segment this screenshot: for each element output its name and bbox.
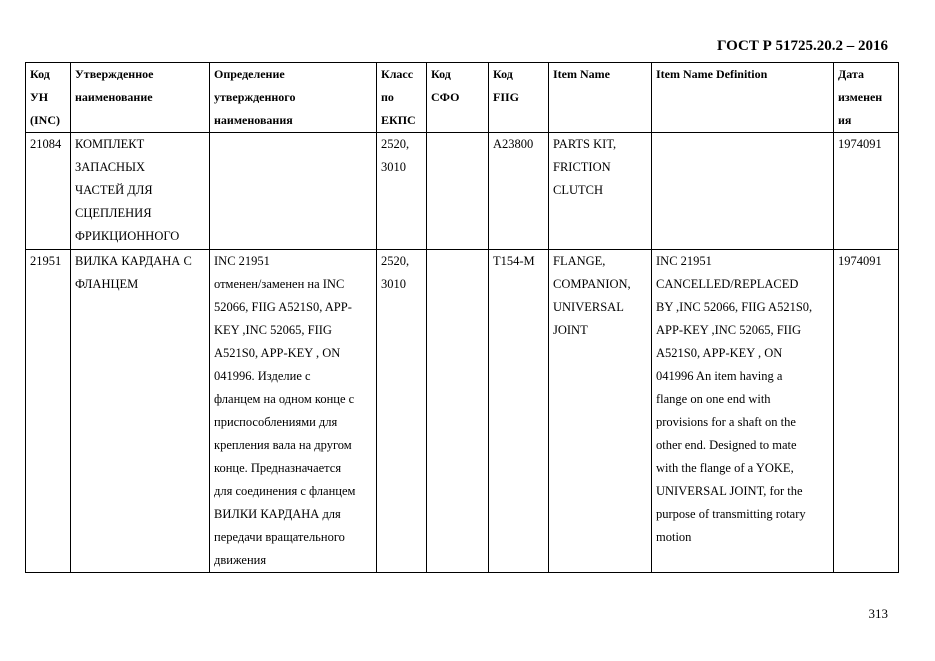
cell-approved-name: КОМПЛЕКТ ЗАПАСНЫХ ЧАСТЕЙ ДЛЯ СЦЕПЛЕНИЯ ФРИКЦИОННОГО bbox=[71, 133, 210, 250]
cell-item-definition bbox=[652, 133, 834, 250]
col-header-date: Дата изменен ия bbox=[834, 63, 899, 133]
document-standard-header: ГОСТ Р 51725.20.2 – 2016 bbox=[716, 38, 888, 54]
cell-inc: 21084 bbox=[26, 133, 71, 250]
cell-item-name: FLANGE, COMPANION, UNIVERSAL JOINT bbox=[549, 250, 652, 573]
col-header-inc: Код УН (INC) bbox=[26, 63, 71, 133]
cell-class: 2520, 3010 bbox=[377, 250, 427, 573]
cell-date: 1974091 bbox=[834, 133, 899, 250]
cell-item-definition: INC 21951 CANCELLED/REPLACED BY ,INC 52066, FIIG A521S0, APP-KEY ,INC 52065, FIIG A521S0, APP-KEY , ON 041996 An item having a flange on one end with provisions for a shaft on the other end. Designed to mate with the flange of a YOKE, UNIVERSAL JOINT, for the purpose of transmitting rotary motion bbox=[652, 250, 834, 573]
cell-fiig: A23800 bbox=[489, 133, 549, 250]
cell-class: 2520, 3010 bbox=[377, 133, 427, 250]
table-row bbox=[26, 250, 899, 573]
cell-inc: 21951 bbox=[26, 250, 71, 573]
col-header-item-definition: Item Name Definition bbox=[652, 63, 834, 133]
items-table bbox=[25, 62, 899, 573]
cell-sfo bbox=[427, 250, 489, 573]
col-header-class: Класс по ЕКПС bbox=[377, 63, 427, 133]
col-header-item-name: Item Name bbox=[549, 63, 652, 133]
col-header-sfo: Код СФО bbox=[427, 63, 489, 133]
cell-definition bbox=[210, 133, 377, 250]
cell-date: 1974091 bbox=[834, 250, 899, 573]
col-header-definition: Определение утвержденного наименования bbox=[210, 63, 377, 133]
page-number: 313 bbox=[868, 606, 888, 621]
cell-fiig: T154-M bbox=[489, 250, 549, 573]
col-header-approved-name: Утвержденное наименование bbox=[71, 63, 210, 133]
table-row bbox=[26, 133, 899, 250]
cell-approved-name: ВИЛКА КАРДАНА С ФЛАНЦЕМ bbox=[71, 250, 210, 573]
cell-item-name: PARTS KIT, FRICTION CLUTCH bbox=[549, 133, 652, 250]
cell-sfo bbox=[427, 133, 489, 250]
col-header-fiig: Код FIIG bbox=[489, 63, 549, 133]
cell-definition: INC 21951 отменен/заменен на INC 52066, FIIG A521S0, APP- KEY ,INC 52065, FIIG A521S0, APP-KEY , ON 041996. Изделие с фланцем на одном конце с приспособлениями для крепления вала на другом конце. Предназначается для соединения с фланцем ВИЛКИ КАРДАНА для передачи вращательного движения bbox=[210, 250, 377, 573]
table-header-row bbox=[26, 63, 899, 133]
